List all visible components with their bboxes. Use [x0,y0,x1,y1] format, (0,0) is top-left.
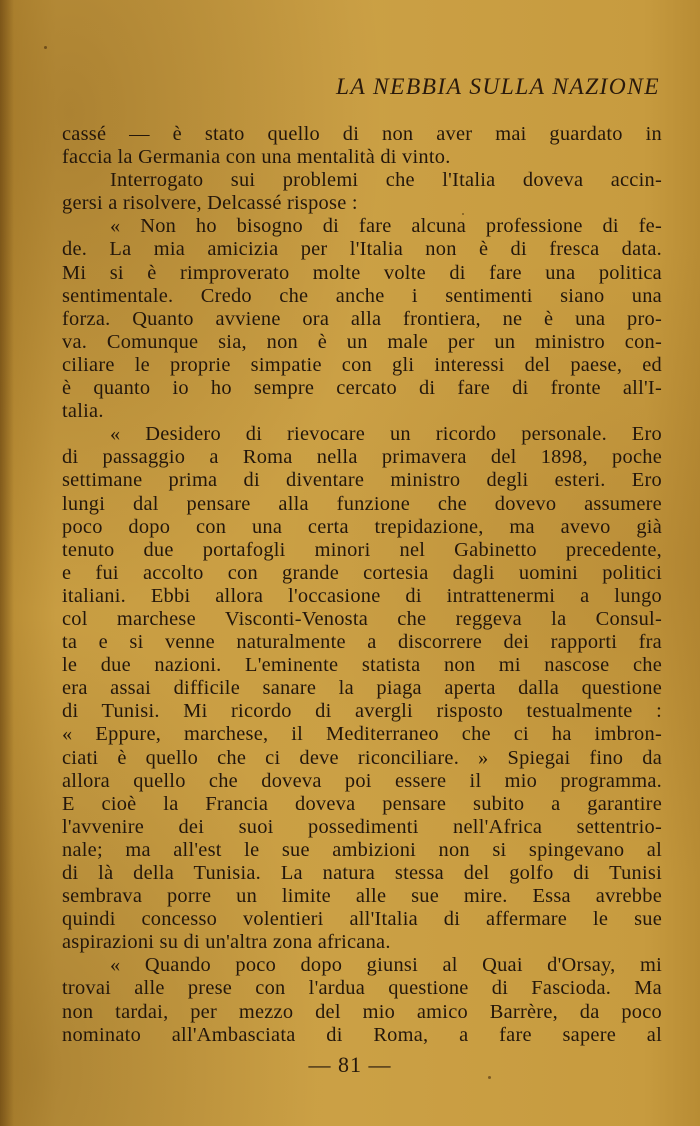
text-line: italiani. Ebbi allora l'occasione di intrattenermi a lungo [62,584,662,607]
text-line: allora quello che doveva poi essere il mio programma. [62,769,662,792]
text-line: forza. Quanto avviene ora alla frontiera, ne è una pro- [62,307,662,330]
text-line: settimane prima di diventare ministro degli esteri. Ero [62,469,662,492]
text-line: Mi si è rimproverato molte volte di fare una politica [62,261,662,284]
text-line: sentimentale. Credo che anche i sentimenti siano una [62,284,662,307]
text-line: « Quando poco dopo giunsi al Quai d'Orsay, mi [110,954,662,977]
text-line: di là della Tunisia. La natura stessa del golfo di Tunisi [62,862,662,884]
text-line: aspirazioni su di un'altra zona africana. [62,931,391,954]
body-text [62,123,662,1047]
page-number: — 81 — [308,1052,392,1077]
text-line: di passaggio a Roma nella primavera del 1898, poche [62,446,662,469]
paper-speck [488,1076,491,1079]
text-line: poco dopo con una certa trepidazione, ma avevo già [62,515,662,538]
text-line: era assai difficile sanare la piaga aperta dalla questione [62,677,662,700]
text-line: non tardai, per mezzo del mio amico Barrère, da poco [62,1000,662,1023]
text-line: « Non ho bisogno di fare alcuna professione di fe- [110,215,662,238]
text-line: trovai alle prese con l'ardua questione di Fascioda. Ma [62,977,662,1000]
text-line: ta e si venne naturalmente a discorrere dei rapporti fra [62,631,662,654]
text-line: lungi dal pensare alla funzione che dovevo assumere [62,492,662,515]
text-line: l'avvenire dei suoi possedimenti nell'Africa settentrio- [62,815,662,838]
text-line: « Desidero di rievocare un ricordo personale. Ero [110,423,662,446]
text-line: « Eppure, marchese, il Mediterraneo che ci ha imbron- [62,723,662,746]
text-line: nominato all'Ambasciata di Roma, a fare sapere al [62,1023,662,1046]
spine-shadow [0,0,14,1126]
text-line: ciliare le proprie simpatie con gli interessi del paese, ed [62,353,662,376]
text-line: nale; ma all'est le sue ambizioni non si spingevano al [62,838,662,861]
text-line: E cioè la Francia doveva pensare subito a garantire [62,792,662,815]
text-line: le due nazioni. L'eminente statista non mi nascose che [62,654,662,677]
paper-speck [462,213,464,215]
text-line: talia. [62,400,104,423]
text-line: è quanto io ho sempre cercato di fare di fronte all'I- [62,377,662,400]
text-line: faccia la Germania con una mentalità di vinto. [62,146,451,169]
text-line: va. Comunque sia, non è un male per un ministro con- [62,330,662,353]
text-line: quindi concesso volentieri all'Italia di affermare le sue [62,908,662,931]
text-line: Interrogato sui problemi che l'Italia doveva accin- [110,169,662,192]
text-line: cassé — è stato quello di non aver mai guardato in [62,123,662,145]
paper-speck [44,46,47,49]
running-head: LA NEBBIA SULLA NAZIONE [335,74,660,100]
text-line: sembrava porre un limite alle sue mire. Essa avrebbe [62,885,662,908]
text-line: de. La mia amicizia per l'Italia non è di fresca data. [62,238,662,261]
text-line: e fui accolto con grande cortesia dagli uomini politici [62,561,662,584]
text-line: ciati è quello che ci deve riconciliare. » Spiegai fino da [62,746,662,769]
text-line: tenuto due portafogli minori nel Gabinetto precedente, [62,538,662,561]
text-line: di Tunisi. Mi ricordo di avergli risposto testualmente : [62,700,662,723]
text-line: col marchese Visconti-Venosta che reggeva la Consul- [62,607,662,630]
text-line: gersi a risolvere, Delcassé rispose : [62,192,358,215]
